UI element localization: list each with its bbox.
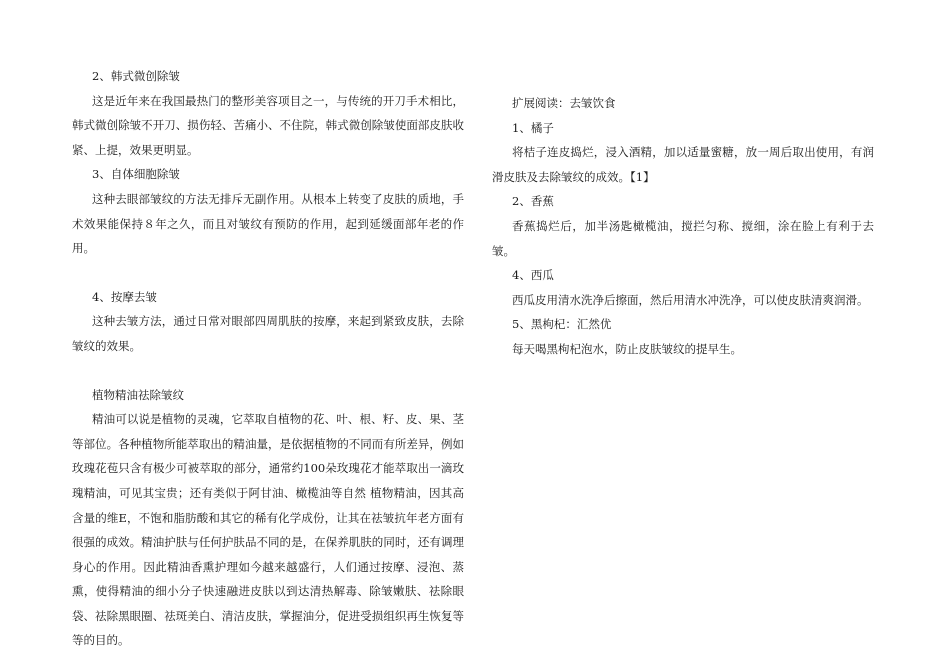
spacer [72, 261, 464, 285]
left-column [72, 64, 464, 653]
spacer [72, 359, 464, 383]
item-1-heading: 1、橘子 [512, 120, 554, 135]
section-2-heading: 2、韩式微创除皱 [92, 69, 180, 83]
extended-reading-title: 扩展阅读：去皱饮食 [512, 96, 616, 110]
section-4-heading: 4、按摩去皱 [92, 289, 157, 304]
section-4-body: 这种去皱方法，通过日常对眼部四周肌肤的按摩，来起到紧致皮肤，去除皱纹的效果。 [72, 314, 464, 353]
section-2-body: 这是近年来在我国最热门的整形美容项目之一，与传统的开刀手术相比，韩式微创除皱不开刀、损伤轻、苦痛小、不住院，韩式微创除皱使面部皮肤收紧、上提，效果更明显。 [72, 93, 464, 157]
item-2-body: 香蕉捣烂后，加半汤匙橄榄油，搅拦匀称、搅细，涂在脸上有利于去皱。 [492, 218, 874, 258]
plant-oil-body: 精油可以说是植物的灵魂，它萃取自植物的花、叶、根、籽、皮、果、茎等部位。各种植物所能萃取出的精油量，是依据植物的不同而有所差异，例如玫瑰花苞只含有极少可被萃取的部分，通常约100朵玫瑰花才能萃取出一滴玫瑰精油，可见其宝贵；还有类似于阿甘油、橄榄油等自然 植物精油，因其高含量的维E，不饱和脂肪酸和其它的稀有化学成份，让其在祛皱抗年老方面有很强的成效。精油护肤与任何护肤品不同的是，在保养肌肤的同时，还有调理身心的作用。因此精油香熏护理如今越来越盛行，人们通过按摩、浸泡、蒸熏，使得精油的细小分子快速融进皮肤以到达清热解毒、除皱嫩肤、祛除眼袋、祛除黑眼圈、祛斑美白、清洁皮肤，掌握油分，促进受损组织再生恢复等等的目的。 [72, 412, 464, 648]
section-3-body: 这种去眼部皱纹的方法无排斥无副作用。从根本上转变了皮肤的质地，手术效果能保持８年之久，而且对皱纹有预防的作用，起到延缓面部年老的作用。 [72, 191, 464, 256]
item-1-body: 将桔子连皮捣烂，浸入酒精，加以适量蜜糖，放一周后取出使用，有润滑皮肤及去除皱纹的成效。【1】 [492, 145, 874, 184]
item-2-heading: 2、香蕉 [512, 194, 554, 209]
item-4-heading: 4、西瓜 [512, 268, 554, 283]
item-5-body: 每天喝黑枸杞泡水，防止皮肤皱纹的提早生。 [512, 341, 742, 356]
plant-oil-heading: 植物精油祛除皱纹 [92, 387, 184, 402]
section-3-heading: 3、自体细胞除皱 [92, 167, 180, 182]
right-column [492, 91, 874, 362]
item-5-heading: 5、黑枸杞：汇然优 [512, 317, 612, 332]
item-4-body: 西瓜皮用清水洗净后擦面，然后用清水冲洗净，可以使皮肤清爽润滑。 [512, 292, 869, 307]
